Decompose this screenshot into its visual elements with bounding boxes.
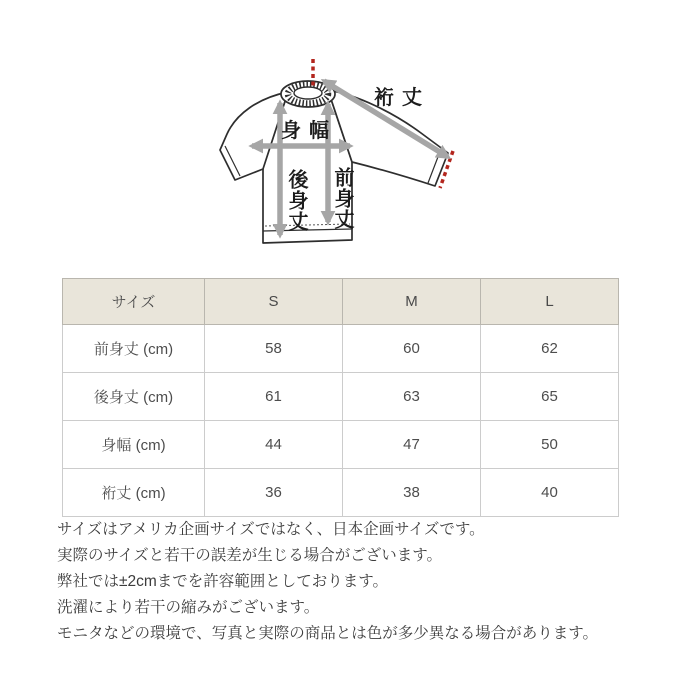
note-line: モニタなどの環境で、写真と実際の商品とは色が多少異なる場合があります。: [57, 625, 598, 642]
size-table-header-m: M: [343, 279, 481, 325]
cell-value: 38: [343, 469, 481, 517]
cell-value: 36: [205, 469, 343, 517]
sleeve-length-label: 裄丈: [374, 87, 430, 109]
front-length-label: 前身丈: [331, 167, 353, 230]
back-length-label: 後身丈: [285, 169, 307, 232]
table-row-sleeve-length: [63, 469, 619, 517]
table-row-front-length: [63, 325, 619, 373]
note-line: 弊社では±2cmまでを許容範囲としております。: [57, 573, 389, 590]
cell-value: 40: [481, 469, 619, 517]
cell-value: 47: [343, 421, 481, 469]
body-width-label: 身幅: [281, 120, 337, 142]
size-notes: [57, 517, 647, 647]
table-row-back-length: [63, 373, 619, 421]
note-line: 洗濯により若干の縮みがございます。: [57, 599, 320, 616]
cell-value: 60: [343, 325, 481, 373]
cell-value: 63: [343, 373, 481, 421]
row-label: 前身丈 (cm): [63, 325, 205, 373]
shirt-measurement-diagram: [0, 0, 680, 265]
size-table-header-s: S: [205, 279, 343, 325]
row-label: 後身丈 (cm): [63, 373, 205, 421]
cell-value: 61: [205, 373, 343, 421]
cell-value: 62: [481, 325, 619, 373]
row-label: 裄丈 (cm): [63, 469, 205, 517]
collar-inner: [294, 87, 322, 99]
cell-value: 44: [205, 421, 343, 469]
note-line: 実際のサイズと若干の誤差が生じる場合がございます。: [57, 547, 443, 564]
note-line: サイズはアメリカ企画サイズではなく、日本企画サイズです。: [57, 521, 485, 538]
size-table-header-label: サイズ: [63, 279, 205, 325]
table-row-body-width: [63, 421, 619, 469]
cell-value: 65: [481, 373, 619, 421]
cell-value: 58: [205, 325, 343, 373]
size-table: [62, 278, 619, 517]
size-table-header-row: [63, 279, 619, 325]
row-label: 身幅 (cm): [63, 421, 205, 469]
size-table-header-l: L: [481, 279, 619, 325]
cell-value: 50: [481, 421, 619, 469]
